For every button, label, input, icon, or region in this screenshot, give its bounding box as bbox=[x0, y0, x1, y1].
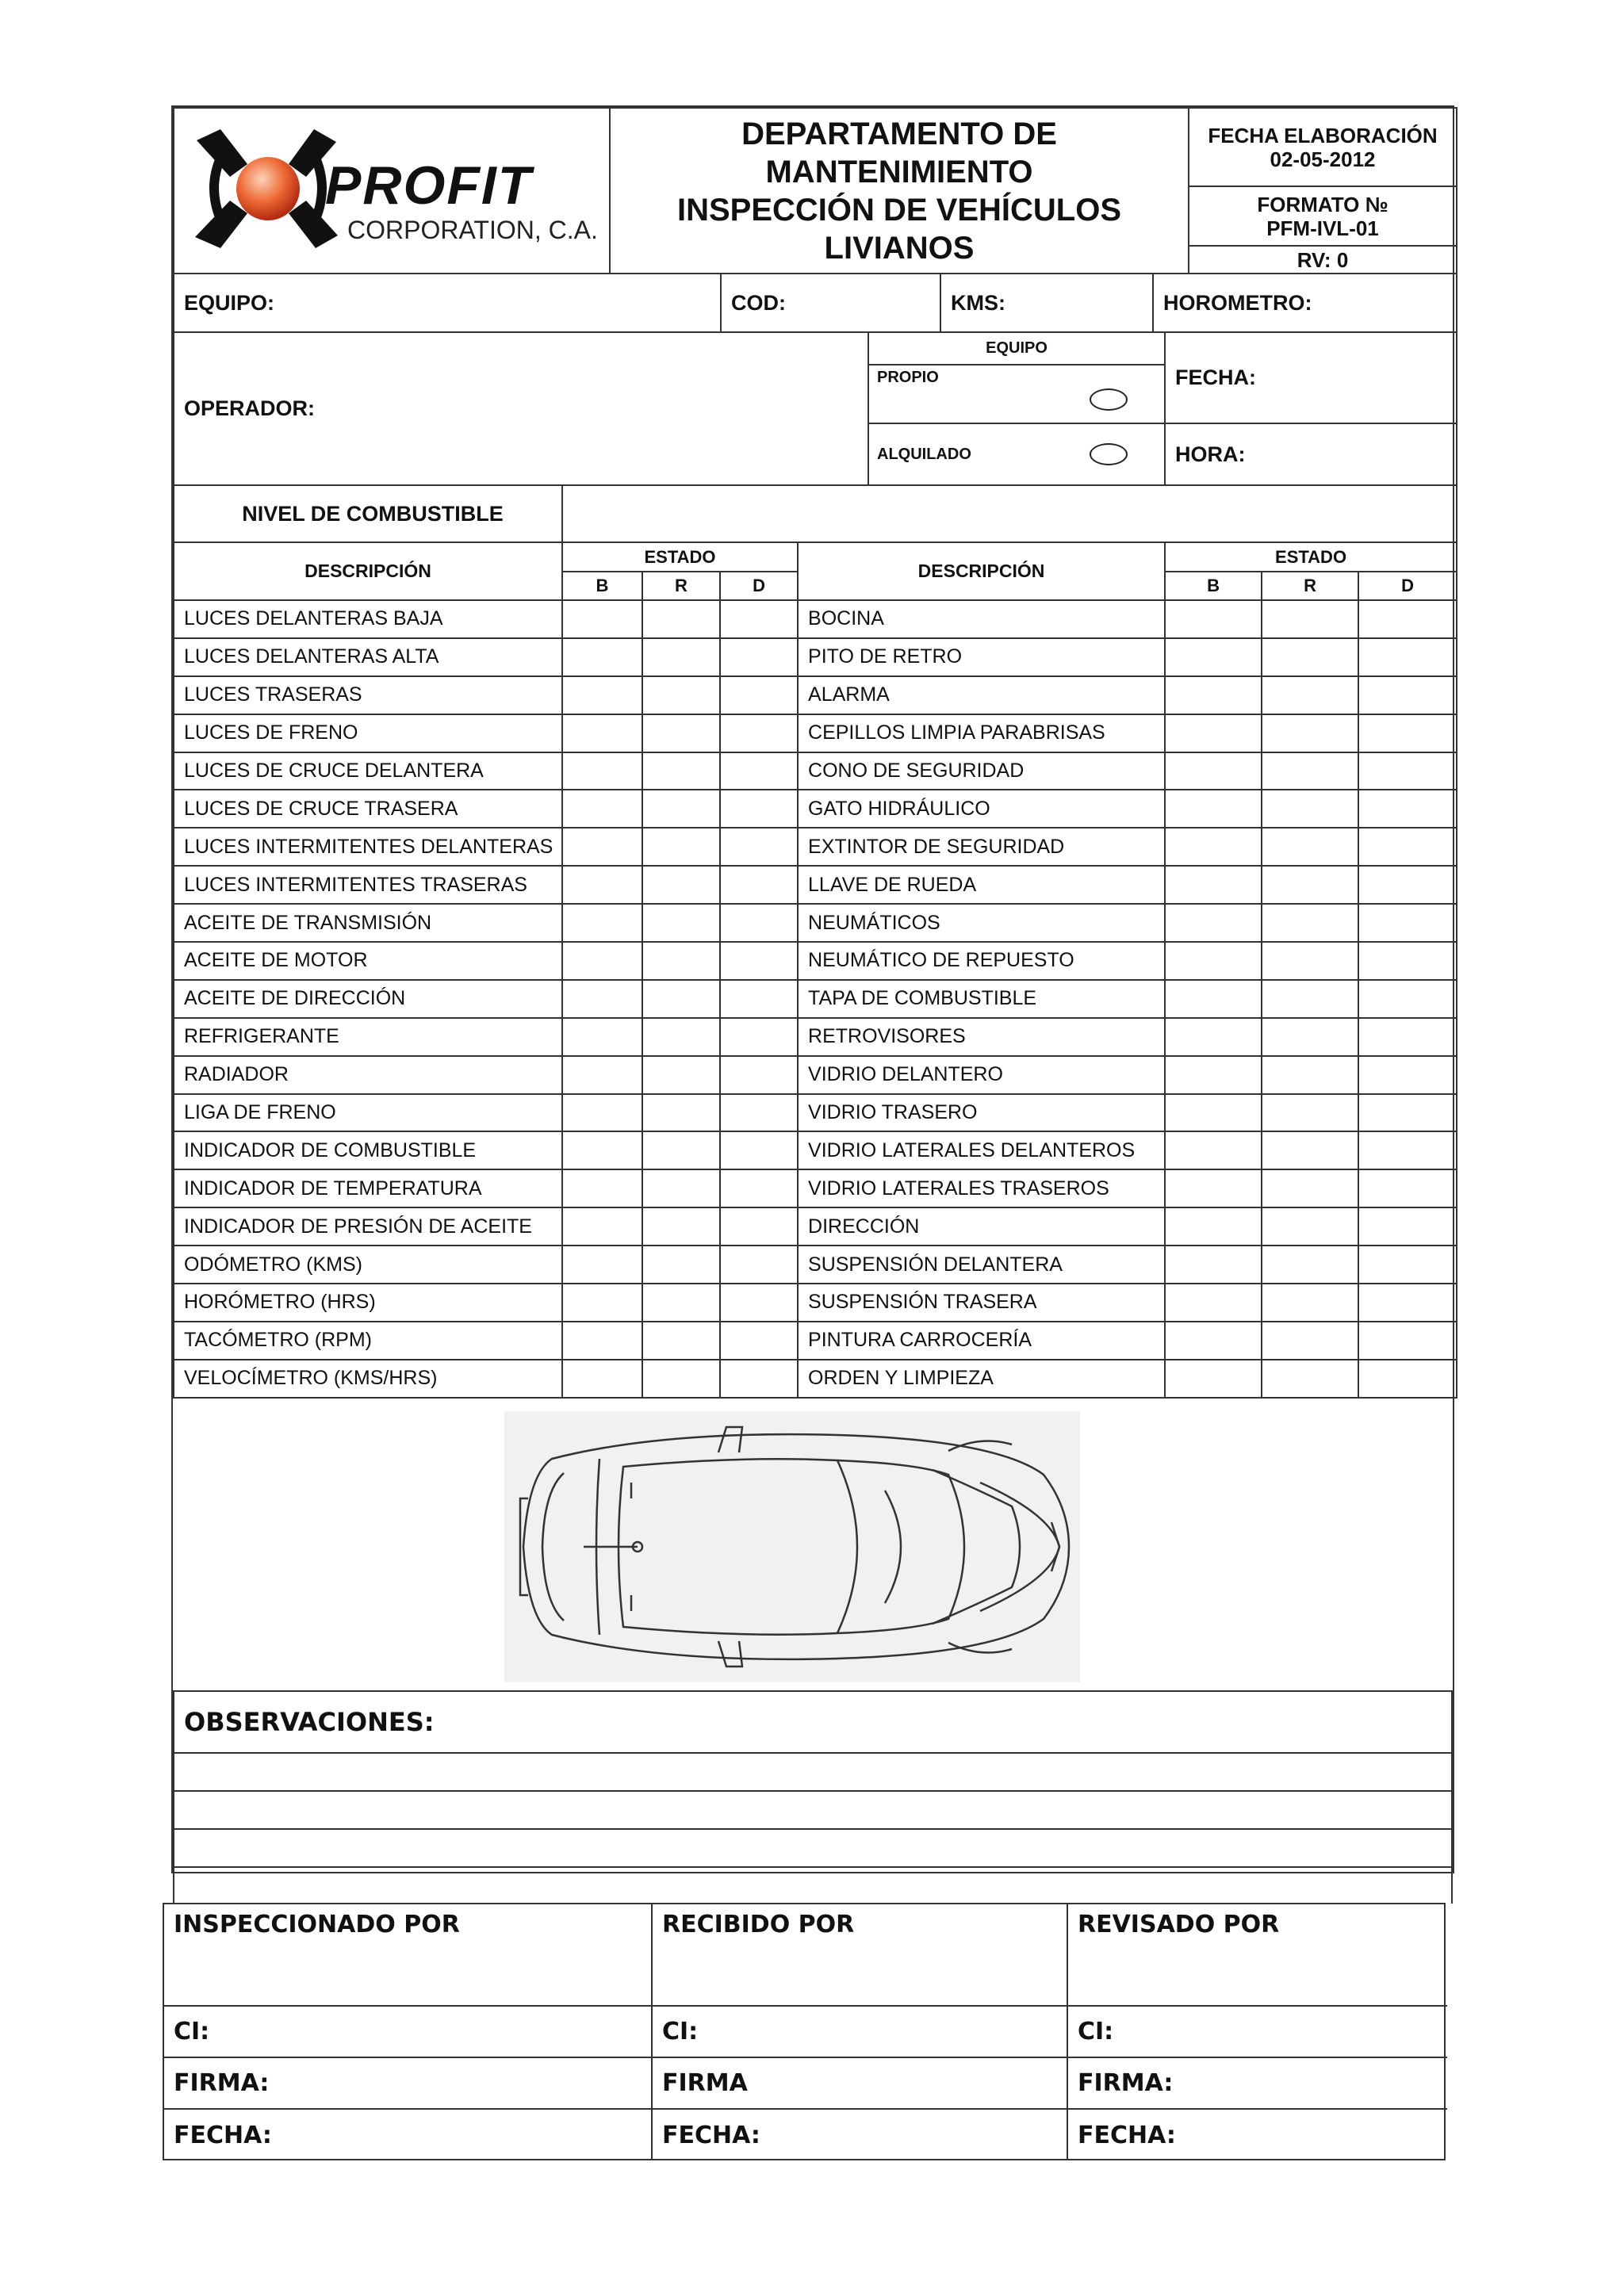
observaciones-line-4[interactable] bbox=[174, 1867, 1452, 1904]
col-b-right: B bbox=[1165, 572, 1262, 600]
check-cell-left-d[interactable] bbox=[720, 1056, 798, 1094]
check-cell-right-b[interactable] bbox=[1165, 980, 1262, 1018]
checklist-item-left: LUCES TRASERAS bbox=[174, 676, 562, 714]
checklist-item-right: RETROVISORES bbox=[798, 1018, 1165, 1056]
check-cell-right-r[interactable] bbox=[1262, 828, 1358, 866]
title-line-2: MANTENIMIENTO bbox=[765, 154, 1033, 189]
check-cell-right-d[interactable] bbox=[1358, 714, 1457, 752]
check-cell-left-b[interactable] bbox=[562, 980, 642, 1018]
brand-subtitle: CORPORATION, C.A. bbox=[347, 216, 598, 244]
nivel-row bbox=[173, 486, 1457, 543]
estado-header-left: ESTADO bbox=[562, 543, 798, 572]
table-row bbox=[174, 676, 1457, 714]
check-cell-right-d[interactable] bbox=[1358, 1056, 1457, 1094]
check-cell-right-d[interactable] bbox=[1358, 980, 1457, 1018]
fecha-field-1[interactable]: FECHA: bbox=[164, 2109, 652, 2160]
propio-option[interactable] bbox=[1052, 365, 1165, 423]
check-cell-left-b[interactable] bbox=[562, 828, 642, 866]
observaciones-line-1[interactable] bbox=[174, 1753, 1452, 1791]
check-cell-right-b[interactable] bbox=[1165, 866, 1262, 904]
check-cell-left-r[interactable] bbox=[642, 1094, 720, 1132]
check-cell-right-r[interactable] bbox=[1262, 980, 1358, 1018]
check-cell-left-d[interactable] bbox=[720, 1131, 798, 1169]
fecha-field-2[interactable]: FECHA: bbox=[652, 2109, 1067, 2160]
col-r-right: R bbox=[1262, 572, 1358, 600]
descripcion-header-right: DESCRIPCIÓN bbox=[798, 543, 1165, 600]
check-cell-left-r[interactable] bbox=[642, 942, 720, 980]
check-cell-right-r[interactable] bbox=[1262, 638, 1358, 676]
table-row bbox=[174, 1284, 1457, 1322]
checklist-item-right: TAPA DE COMBUSTIBLE bbox=[798, 980, 1165, 1018]
col-r-left: R bbox=[642, 572, 720, 600]
table-row bbox=[174, 1322, 1457, 1360]
check-cell-right-d[interactable] bbox=[1358, 1322, 1457, 1360]
check-cell-left-b[interactable] bbox=[562, 1094, 642, 1132]
check-cell-right-r[interactable] bbox=[1262, 1056, 1358, 1094]
alquilado-radio-icon[interactable] bbox=[1090, 443, 1128, 465]
inspeccionado-por[interactable]: INSPECCIONADO POR bbox=[164, 1904, 652, 2006]
table-row bbox=[174, 980, 1457, 1018]
checklist-item-left: LUCES DE CRUCE TRASERA bbox=[174, 790, 562, 828]
col-b-left: B bbox=[562, 572, 642, 600]
check-cell-left-d[interactable] bbox=[720, 714, 798, 752]
check-cell-right-r[interactable] bbox=[1262, 1131, 1358, 1169]
check-cell-left-b[interactable] bbox=[562, 790, 642, 828]
table-row bbox=[174, 1056, 1457, 1094]
check-cell-right-d[interactable] bbox=[1358, 1207, 1457, 1246]
check-cell-left-r[interactable] bbox=[642, 1360, 720, 1398]
check-cell-left-r[interactable] bbox=[642, 1169, 720, 1207]
observaciones-table bbox=[173, 1690, 1453, 1904]
checklist-item-left: ODÓMETRO (KMS) bbox=[174, 1246, 562, 1284]
check-cell-right-b[interactable] bbox=[1165, 1094, 1262, 1132]
checklist-table bbox=[173, 543, 1457, 1399]
signature-block bbox=[163, 1903, 1446, 2160]
check-cell-left-r[interactable] bbox=[642, 1207, 720, 1246]
check-cell-right-r[interactable] bbox=[1262, 1322, 1358, 1360]
check-cell-left-r[interactable] bbox=[642, 1284, 720, 1322]
checklist-item-left: RADIADOR bbox=[174, 1056, 562, 1094]
firma-field-2[interactable]: FIRMA bbox=[652, 2057, 1067, 2109]
revisado-por[interactable]: REVISADO POR bbox=[1067, 1904, 1447, 2006]
checklist-item-right: NEUMÁTICO DE REPUESTO bbox=[798, 942, 1165, 980]
observaciones-label: OBSERVACIONES: bbox=[174, 1691, 1452, 1753]
col-d-left: D bbox=[720, 572, 798, 600]
title-line-3: INSPECCIÓN DE VEHÍCULOS bbox=[676, 192, 1122, 228]
recibido-por[interactable]: RECIBIDO POR bbox=[652, 1904, 1067, 2006]
estado-header-right: ESTADO bbox=[1165, 543, 1457, 572]
check-cell-left-r[interactable] bbox=[642, 638, 720, 676]
check-cell-right-r[interactable] bbox=[1262, 866, 1358, 904]
observaciones-line-3[interactable] bbox=[174, 1829, 1452, 1867]
fecha-field-3[interactable]: FECHA: bbox=[1067, 2109, 1447, 2160]
check-cell-right-b[interactable] bbox=[1165, 638, 1262, 676]
fecha-elaboracion-value: 02-05-2012 bbox=[1270, 147, 1376, 171]
checklist-item-right: BOCINA bbox=[798, 600, 1165, 638]
check-cell-right-r[interactable] bbox=[1262, 1284, 1358, 1322]
checklist-item-left: LUCES DELANTERAS BAJA bbox=[174, 600, 562, 638]
check-cell-right-b[interactable] bbox=[1165, 1131, 1262, 1169]
operador-field[interactable]: OPERADOR: bbox=[174, 333, 868, 485]
checklist-item-right: DIRECCIÓN bbox=[798, 1207, 1165, 1246]
check-cell-left-d[interactable] bbox=[720, 1284, 798, 1322]
operador-row bbox=[173, 333, 1457, 486]
checklist-item-left: HORÓMETRO (HRS) bbox=[174, 1284, 562, 1322]
formato-value: PFM-IVL-01 bbox=[1266, 216, 1379, 240]
check-cell-left-d[interactable] bbox=[720, 1322, 798, 1360]
check-cell-right-r[interactable] bbox=[1262, 752, 1358, 790]
check-cell-right-d[interactable] bbox=[1358, 752, 1457, 790]
table-row bbox=[174, 1207, 1457, 1246]
check-cell-right-d[interactable] bbox=[1358, 1018, 1457, 1056]
check-cell-right-b[interactable] bbox=[1165, 1207, 1262, 1246]
check-cell-left-d[interactable] bbox=[720, 1360, 798, 1398]
check-cell-right-d[interactable] bbox=[1358, 600, 1457, 638]
check-cell-right-d[interactable] bbox=[1358, 828, 1457, 866]
check-cell-left-r[interactable] bbox=[642, 752, 720, 790]
check-cell-left-r[interactable] bbox=[642, 828, 720, 866]
checklist-item-right: VIDRIO DELANTERO bbox=[798, 1056, 1165, 1094]
checklist-item-left: LUCES DE CRUCE DELANTERA bbox=[174, 752, 562, 790]
check-cell-left-d[interactable] bbox=[720, 1246, 798, 1284]
formato-cell bbox=[1189, 186, 1457, 246]
check-cell-right-b[interactable] bbox=[1165, 714, 1262, 752]
car-top-view-icon bbox=[504, 1411, 1080, 1682]
check-cell-left-r[interactable] bbox=[642, 980, 720, 1018]
checklist-item-left: ACEITE DE MOTOR bbox=[174, 942, 562, 980]
equipo-type-label: EQUIPO bbox=[868, 333, 1165, 365]
check-cell-left-r[interactable] bbox=[642, 1131, 720, 1169]
observaciones-line-2[interactable] bbox=[174, 1791, 1452, 1829]
check-cell-right-d[interactable] bbox=[1358, 942, 1457, 980]
checklist-item-right: CONO DE SEGURIDAD bbox=[798, 752, 1165, 790]
fecha-field[interactable]: FECHA: bbox=[1165, 333, 1457, 423]
check-cell-left-d[interactable] bbox=[720, 790, 798, 828]
check-cell-right-b[interactable] bbox=[1165, 942, 1262, 980]
check-cell-right-r[interactable] bbox=[1262, 1246, 1358, 1284]
check-cell-left-r[interactable] bbox=[642, 676, 720, 714]
check-cell-left-d[interactable] bbox=[720, 676, 798, 714]
check-cell-left-b[interactable] bbox=[562, 1018, 642, 1056]
checklist-item-right: CEPILLOS LIMPIA PARABRISAS bbox=[798, 714, 1165, 752]
checklist-item-right: VIDRIO TRASERO bbox=[798, 1094, 1165, 1132]
check-cell-left-b[interactable] bbox=[562, 1056, 642, 1094]
checklist-item-right: SUSPENSIÓN DELANTERA bbox=[798, 1246, 1165, 1284]
check-cell-right-b[interactable] bbox=[1165, 600, 1262, 638]
check-cell-right-r[interactable] bbox=[1262, 676, 1358, 714]
table-row bbox=[174, 1094, 1457, 1132]
check-cell-right-b[interactable] bbox=[1165, 790, 1262, 828]
propio-label: PROPIO bbox=[868, 365, 1052, 423]
check-cell-right-b[interactable] bbox=[1165, 1018, 1262, 1056]
check-cell-left-d[interactable] bbox=[720, 1094, 798, 1132]
hora-field[interactable]: HORA: bbox=[1165, 423, 1457, 485]
checklist-item-left: VELOCÍMETRO (KMS/HRS) bbox=[174, 1360, 562, 1398]
check-cell-left-b[interactable] bbox=[562, 676, 642, 714]
fecha-elaboracion-label: FECHA ELABORACIÓN bbox=[1208, 123, 1438, 147]
check-cell-left-r[interactable] bbox=[642, 1322, 720, 1360]
ci-field-3[interactable]: CI: bbox=[1067, 2006, 1447, 2057]
check-cell-left-r[interactable] bbox=[642, 714, 720, 752]
checklist-item-right: ORDEN Y LIMPIEZA bbox=[798, 1360, 1165, 1398]
check-cell-left-r[interactable] bbox=[642, 1246, 720, 1284]
equipo-field[interactable]: EQUIPO: bbox=[174, 274, 721, 332]
checklist-item-left: LUCES INTERMITENTES DELANTERAS bbox=[174, 828, 562, 866]
propio-radio-icon[interactable] bbox=[1090, 388, 1128, 411]
checklist-item-right: PITO DE RETRO bbox=[798, 638, 1165, 676]
check-cell-left-d[interactable] bbox=[720, 828, 798, 866]
ci-field-1[interactable]: CI: bbox=[164, 2006, 652, 2057]
check-cell-left-r[interactable] bbox=[642, 790, 720, 828]
title-line-4: LIVIANOS bbox=[824, 230, 975, 266]
checklist-item-right: LLAVE DE RUEDA bbox=[798, 866, 1165, 904]
alquilado-label: ALQUILADO bbox=[868, 423, 1052, 485]
table-row bbox=[174, 638, 1457, 676]
check-cell-right-d[interactable] bbox=[1358, 1094, 1457, 1132]
check-cell-left-b[interactable] bbox=[562, 942, 642, 980]
checklist-body bbox=[174, 600, 1457, 1398]
check-cell-right-r[interactable] bbox=[1262, 1207, 1358, 1246]
checklist-item-left: LUCES DE FRENO bbox=[174, 714, 562, 752]
checklist-item-left: INDICADOR DE TEMPERATURA bbox=[174, 1169, 562, 1207]
check-cell-left-d[interactable] bbox=[720, 1018, 798, 1056]
checklist-item-right: EXTINTOR DE SEGURIDAD bbox=[798, 828, 1165, 866]
check-cell-left-r[interactable] bbox=[642, 600, 720, 638]
company-logo bbox=[174, 108, 610, 274]
check-cell-left-b[interactable] bbox=[562, 1360, 642, 1398]
checklist-item-left: ACEITE DE TRANSMISIÓN bbox=[174, 904, 562, 942]
descripcion-header-left: DESCRIPCIÓN bbox=[174, 543, 562, 600]
inspection-form bbox=[171, 105, 1454, 1873]
checklist-item-left: LUCES DELANTERAS ALTA bbox=[174, 638, 562, 676]
firma-field-3[interactable]: FIRMA: bbox=[1067, 2057, 1447, 2109]
checklist-item-right: SUSPENSIÓN TRASERA bbox=[798, 1284, 1165, 1322]
check-cell-right-d[interactable] bbox=[1358, 866, 1457, 904]
check-cell-right-r[interactable] bbox=[1262, 1094, 1358, 1132]
formato-label: FORMATO № bbox=[1257, 192, 1388, 216]
table-row bbox=[174, 828, 1457, 866]
firma-field-1[interactable]: FIRMA: bbox=[164, 2057, 652, 2109]
check-cell-right-d[interactable] bbox=[1358, 904, 1457, 942]
check-cell-right-d[interactable] bbox=[1358, 790, 1457, 828]
check-cell-right-b[interactable] bbox=[1165, 1246, 1262, 1284]
table-row bbox=[174, 1360, 1457, 1398]
check-cell-right-r[interactable] bbox=[1262, 942, 1358, 980]
nivel-combustible-field[interactable] bbox=[562, 486, 1457, 542]
check-cell-right-r[interactable] bbox=[1262, 600, 1358, 638]
check-cell-left-b[interactable] bbox=[562, 1284, 642, 1322]
check-cell-left-b[interactable] bbox=[562, 752, 642, 790]
fecha-elaboracion-cell bbox=[1189, 108, 1457, 186]
check-cell-left-d[interactable] bbox=[720, 600, 798, 638]
table-row bbox=[174, 1169, 1457, 1207]
check-cell-left-b[interactable] bbox=[562, 714, 642, 752]
brand-name: PROFIT bbox=[325, 155, 533, 216]
check-cell-left-b[interactable] bbox=[562, 1207, 642, 1246]
table-row bbox=[174, 714, 1457, 752]
check-cell-right-r[interactable] bbox=[1262, 1018, 1358, 1056]
checklist-item-left: REFRIGERANTE bbox=[174, 1018, 562, 1056]
table-row bbox=[174, 790, 1457, 828]
cod-field[interactable]: COD: bbox=[721, 274, 940, 332]
check-cell-left-d[interactable] bbox=[720, 638, 798, 676]
check-cell-right-d[interactable] bbox=[1358, 1360, 1457, 1398]
check-cell-left-b[interactable] bbox=[562, 904, 642, 942]
check-cell-left-r[interactable] bbox=[642, 866, 720, 904]
check-cell-right-d[interactable] bbox=[1358, 1246, 1457, 1284]
horometro-field[interactable]: HOROMETRO: bbox=[1153, 274, 1457, 332]
col-d-right: D bbox=[1358, 572, 1457, 600]
checklist-item-right: GATO HIDRÁULICO bbox=[798, 790, 1165, 828]
check-cell-left-b[interactable] bbox=[562, 866, 642, 904]
check-cell-left-d[interactable] bbox=[720, 942, 798, 980]
check-cell-right-b[interactable] bbox=[1165, 752, 1262, 790]
checklist-item-left: TACÓMETRO (RPM) bbox=[174, 1322, 562, 1360]
check-cell-left-d[interactable] bbox=[720, 752, 798, 790]
table-row bbox=[174, 942, 1457, 980]
check-cell-left-d[interactable] bbox=[720, 866, 798, 904]
form-title bbox=[610, 108, 1189, 274]
checklist-item-left: INDICADOR DE PRESIÓN DE ACEITE bbox=[174, 1207, 562, 1246]
check-cell-right-b[interactable] bbox=[1165, 1322, 1262, 1360]
check-cell-right-b[interactable] bbox=[1165, 1360, 1262, 1398]
check-cell-left-r[interactable] bbox=[642, 904, 720, 942]
table-row bbox=[174, 600, 1457, 638]
table-row bbox=[174, 1018, 1457, 1056]
check-cell-right-b[interactable] bbox=[1165, 1284, 1262, 1322]
check-cell-right-b[interactable] bbox=[1165, 904, 1262, 942]
check-cell-right-d[interactable] bbox=[1358, 638, 1457, 676]
alquilado-option[interactable] bbox=[1052, 423, 1165, 485]
checklist-item-right: ALARMA bbox=[798, 676, 1165, 714]
vehicle-diagram-area bbox=[173, 1399, 1453, 1690]
form-header bbox=[173, 107, 1457, 274]
check-cell-right-d[interactable] bbox=[1358, 1284, 1457, 1322]
check-cell-right-r[interactable] bbox=[1262, 714, 1358, 752]
check-cell-right-r[interactable] bbox=[1262, 1360, 1358, 1398]
check-cell-left-b[interactable] bbox=[562, 1246, 642, 1284]
check-cell-right-b[interactable] bbox=[1165, 828, 1262, 866]
equipo-row bbox=[173, 274, 1457, 333]
check-cell-right-b[interactable] bbox=[1165, 1169, 1262, 1207]
check-cell-right-d[interactable] bbox=[1358, 1131, 1457, 1169]
check-cell-right-b[interactable] bbox=[1165, 1056, 1262, 1094]
check-cell-right-r[interactable] bbox=[1262, 904, 1358, 942]
checklist-item-right: NEUMÁTICOS bbox=[798, 904, 1165, 942]
check-cell-left-d[interactable] bbox=[720, 904, 798, 942]
checklist-item-left: ACEITE DE DIRECCIÓN bbox=[174, 980, 562, 1018]
check-cell-left-r[interactable] bbox=[642, 1018, 720, 1056]
table-row bbox=[174, 866, 1457, 904]
check-cell-left-d[interactable] bbox=[720, 1207, 798, 1246]
check-cell-left-d[interactable] bbox=[720, 1169, 798, 1207]
check-cell-left-b[interactable] bbox=[562, 638, 642, 676]
table-row bbox=[174, 1246, 1457, 1284]
check-cell-right-r[interactable] bbox=[1262, 790, 1358, 828]
check-cell-left-b[interactable] bbox=[562, 1169, 642, 1207]
check-cell-left-b[interactable] bbox=[562, 600, 642, 638]
table-row bbox=[174, 904, 1457, 942]
kms-field[interactable]: KMS: bbox=[940, 274, 1153, 332]
check-cell-right-d[interactable] bbox=[1358, 1169, 1457, 1207]
check-cell-left-d[interactable] bbox=[720, 980, 798, 1018]
table-row bbox=[174, 1131, 1457, 1169]
nivel-combustible-label: NIVEL DE COMBUSTIBLE bbox=[174, 486, 562, 542]
title-line-1: DEPARTAMENTO DE bbox=[741, 116, 1057, 151]
check-cell-right-d[interactable] bbox=[1358, 676, 1457, 714]
checklist-item-left: LUCES INTERMITENTES TRASERAS bbox=[174, 866, 562, 904]
revision: RV: 0 bbox=[1189, 246, 1457, 274]
checklist-item-right: PINTURA CARROCERÍA bbox=[798, 1322, 1165, 1360]
checklist-item-right: VIDRIO LATERALES TRASEROS bbox=[798, 1169, 1165, 1207]
check-cell-right-b[interactable] bbox=[1165, 676, 1262, 714]
ci-field-2[interactable]: CI: bbox=[652, 2006, 1067, 2057]
check-cell-left-b[interactable] bbox=[562, 1322, 642, 1360]
check-cell-right-r[interactable] bbox=[1262, 1169, 1358, 1207]
table-row bbox=[174, 752, 1457, 790]
checklist-item-left: LIGA DE FRENO bbox=[174, 1094, 562, 1132]
checklist-item-left: INDICADOR DE COMBUSTIBLE bbox=[174, 1131, 562, 1169]
check-cell-left-b[interactable] bbox=[562, 1131, 642, 1169]
check-cell-left-r[interactable] bbox=[642, 1056, 720, 1094]
checklist-item-right: VIDRIO LATERALES DELANTEROS bbox=[798, 1131, 1165, 1169]
